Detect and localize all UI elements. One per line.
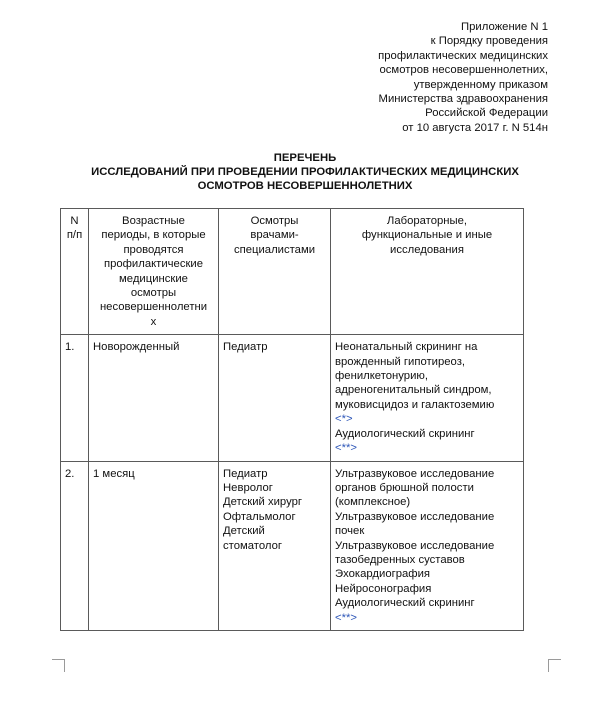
annex-line: профилактических медицинских [378, 49, 548, 62]
page-corner-mark [52, 659, 65, 672]
row-number [61, 461, 89, 630]
specialist: Педиатр [223, 467, 268, 480]
cell-text: 2. [65, 467, 75, 480]
study-line: тазобедренных суставов [335, 553, 465, 566]
cell-text: Новорожденный [93, 341, 180, 354]
header-age-period [89, 209, 219, 335]
header-text: медицинские [119, 272, 188, 285]
specialist: Детский хирург [223, 496, 302, 509]
examinations-table [60, 208, 524, 631]
document-title [60, 152, 550, 193]
header-text: Осмотры [250, 215, 299, 227]
row-age-period [89, 461, 219, 630]
study-line: (комплексное) [335, 496, 411, 509]
footnote-link[interactable]: <**> [335, 611, 357, 624]
row-specialists [219, 335, 331, 461]
specialist: Педиатр [223, 341, 268, 354]
study-line: фенилкетонурию, [335, 370, 428, 383]
page-corner-mark [548, 659, 561, 672]
table-row [61, 335, 524, 461]
header-text: проводятся [123, 243, 184, 256]
header-text: п/п [66, 229, 83, 242]
study-line: Ультразвуковое исследование [335, 539, 495, 552]
header-text: специалистами [233, 243, 316, 256]
annex-line: к Порядку проведения [430, 35, 548, 48]
study-line: врожденный гипотиреоз, [335, 355, 466, 368]
annex-line: Российской Федерации [425, 107, 548, 120]
cell-text: 1 месяц [93, 467, 135, 480]
specialist: стоматолог [223, 539, 282, 552]
title-line: ИССЛЕДОВАНИЙ ПРИ ПРОВЕДЕНИИ ПРОФИЛАКТИЧЕСКИХ МЕДИЦИНСКИХ [91, 165, 519, 178]
header-text: функциональные и иные [361, 229, 493, 242]
header-text: Возрастные [122, 215, 185, 227]
study-line: Эхокардиография [335, 568, 431, 581]
study-line: Ультразвуковое исследование [335, 467, 495, 480]
header-specialists [219, 209, 331, 335]
header-text: осмотры [130, 287, 177, 300]
specialist: Офтальмолог [223, 510, 296, 523]
annex-line: утвержденному приказом [413, 78, 548, 91]
footnote-link[interactable]: <*> [335, 413, 353, 426]
header-text: врачами- [250, 229, 299, 242]
title-line: ПЕРЕЧЕНЬ [273, 152, 337, 164]
table-header-row [61, 209, 524, 335]
row-specialists [219, 461, 331, 630]
row-age-period [89, 335, 219, 461]
header-text: Лабораторные, [386, 215, 468, 227]
study-line: Ультразвуковое исследование [335, 510, 495, 523]
specialist: Детский [223, 525, 265, 538]
header-studies [331, 209, 524, 335]
title-line: ОСМОТРОВ НЕСОВЕРШЕННОЛЕТНИХ [197, 179, 413, 192]
annex-line: осмотров несовершеннолетних, [379, 64, 548, 77]
study-line: органов брюшной полости [335, 481, 474, 494]
footnote-link[interactable]: <**> [335, 442, 357, 455]
header-text: исследования [390, 243, 464, 256]
header-text: профилактические [103, 258, 204, 271]
header-number [61, 209, 89, 335]
row-number [61, 335, 89, 461]
study-line: Аудиологический скрининг [335, 427, 475, 440]
study-line: Неонатальный скрининг на [335, 341, 478, 354]
annex-line: Приложение N 1 [461, 21, 548, 33]
header-text: несовершеннолетни [99, 301, 208, 314]
annex-header [288, 20, 548, 135]
row-studies [331, 461, 524, 630]
header-text: N [70, 215, 79, 227]
study-line: адреногенитальный синдром, [335, 384, 492, 397]
row-studies [331, 335, 524, 461]
study-line: Аудиологический скрининг [335, 597, 475, 610]
header-text: периоды, в которые [101, 229, 206, 242]
annex-line: от 10 августа 2017 г. N 514н [402, 121, 548, 134]
study-line: почек [335, 525, 365, 538]
study-line: Нейросонография [335, 582, 432, 595]
specialist: Невролог [223, 481, 273, 494]
study-line: муковисцидоз и галактоземию [335, 398, 495, 411]
header-text: х [150, 315, 157, 328]
table-row [61, 461, 524, 630]
cell-text: 1. [65, 341, 75, 354]
annex-line: Министерства здравоохранения [378, 93, 548, 106]
